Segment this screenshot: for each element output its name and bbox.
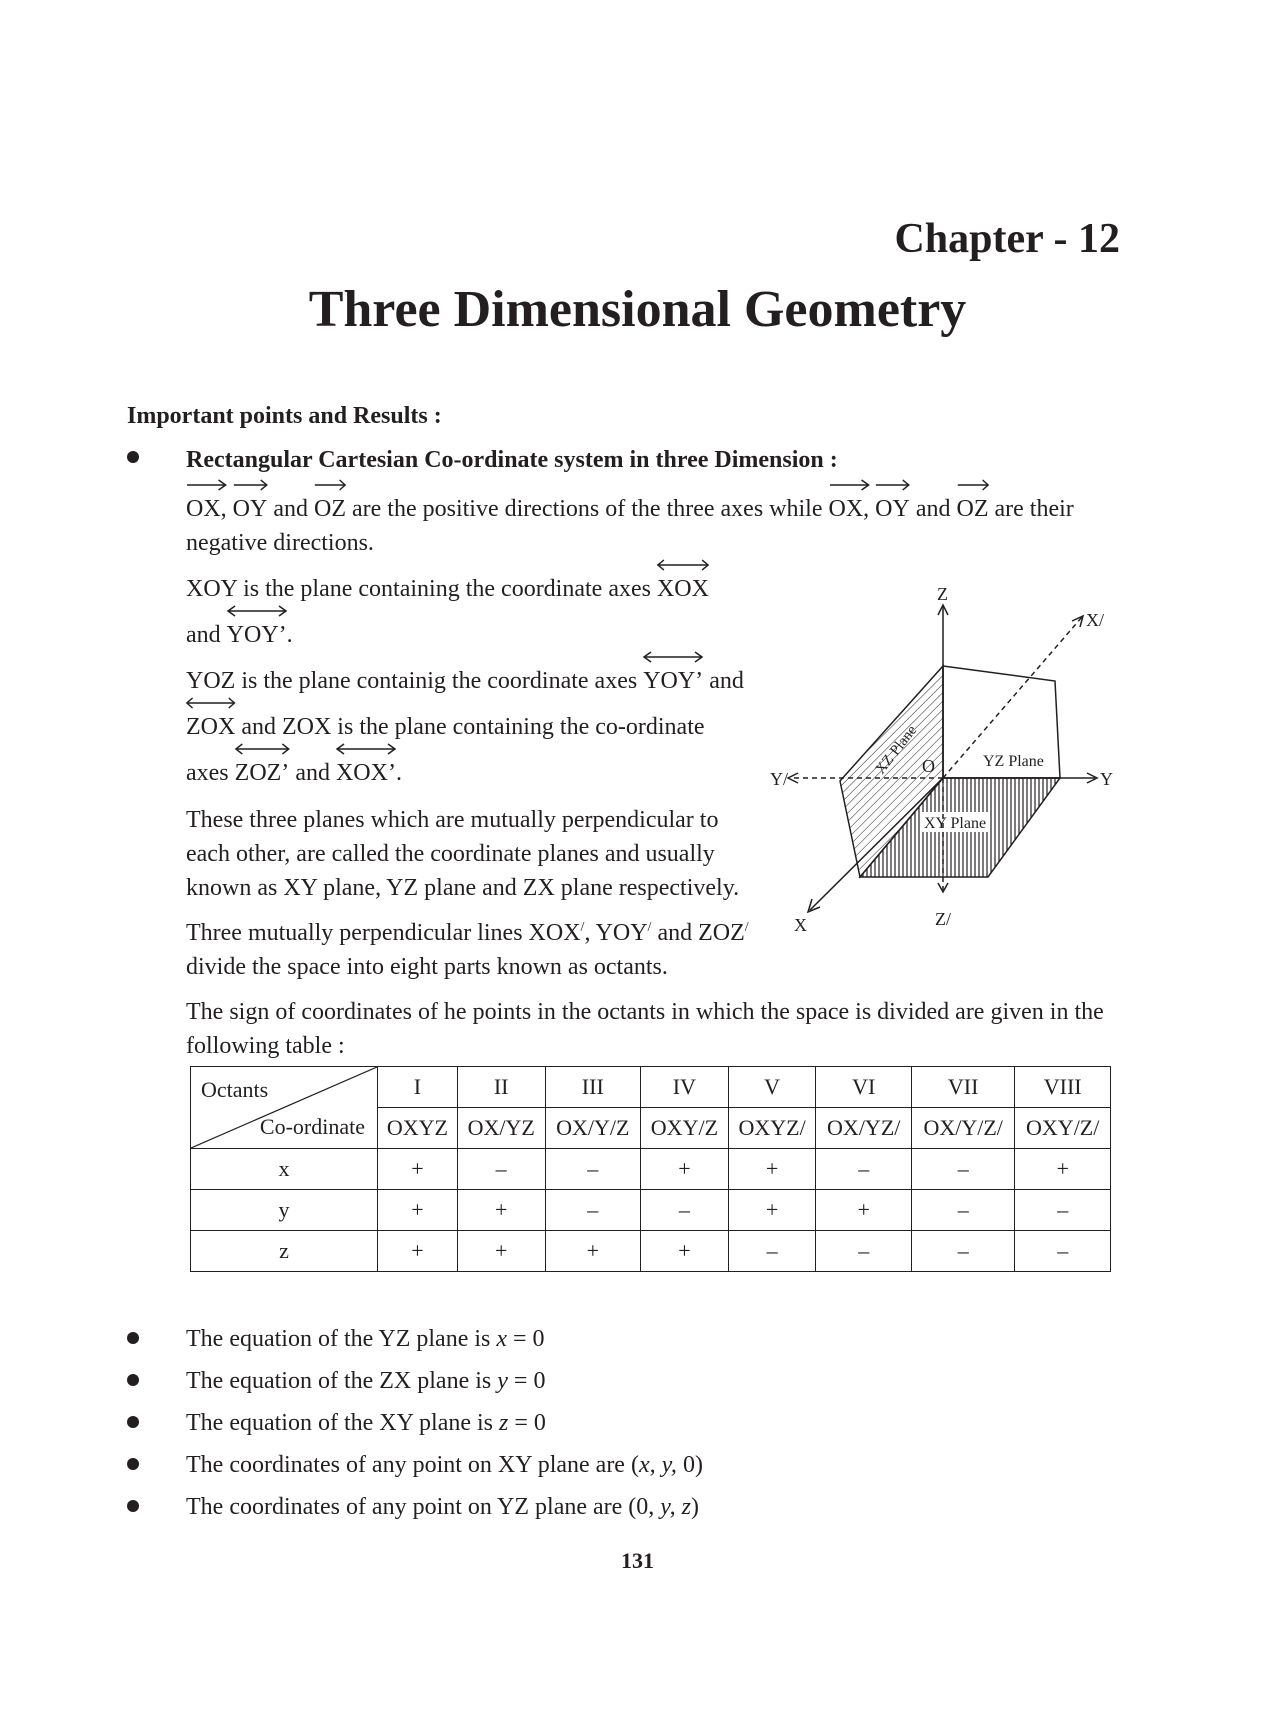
sign-cell: – xyxy=(816,1149,912,1190)
octants-line-1: Three mutually perpendicular lines XOX/, YOY/ and ZOZ/ xyxy=(186,920,749,946)
row-label: z xyxy=(191,1231,378,1272)
octant-header: V xyxy=(728,1067,816,1108)
label-y: Y xyxy=(1100,769,1113,789)
list-item: The coordinates of any point on XY plane are (x, y, 0) xyxy=(186,1452,703,1478)
table-row xyxy=(191,1231,1111,1272)
label-z: Z xyxy=(937,585,948,604)
row-label: x xyxy=(191,1149,378,1190)
coord-header: OX/YZ xyxy=(457,1108,545,1149)
yoz-plane-line-2: ZOX and ZOX is the plane containing the co-ordinate xyxy=(186,710,705,744)
sign-cell: + xyxy=(641,1231,729,1272)
sign-cell: – xyxy=(1015,1190,1111,1231)
octants-line-2: divide the space into eight parts known as octants. xyxy=(186,954,668,980)
sign-cell: + xyxy=(378,1231,458,1272)
chapter-label: Chapter - 12 xyxy=(894,216,1120,262)
coord-header: OX/YZ/ xyxy=(816,1108,912,1149)
sign-table-intro-1: The sign of coordinates of he points in the octants in which the space is divided are given in the xyxy=(186,999,1104,1025)
label-yz-plane: YZ Plane xyxy=(983,753,1044,770)
planes-line-3: known as XY plane, YZ plane and ZX plane respectively. xyxy=(186,875,740,901)
label-y-prime: Y/ xyxy=(770,769,788,789)
yoz-plane-line-3: axes ZOZ’ and XOX’. xyxy=(186,756,402,790)
bullet-marker xyxy=(127,1374,139,1386)
label-x: X xyxy=(794,915,807,935)
sign-cell: + xyxy=(641,1149,729,1190)
bullet-marker xyxy=(127,1416,139,1428)
line-zox: ZOX xyxy=(186,710,235,744)
bullet-marker xyxy=(127,1458,139,1470)
sign-table-intro-2: following table : xyxy=(186,1033,345,1059)
label-xy-plane: XY Plane xyxy=(924,815,987,832)
sign-cell: + xyxy=(816,1190,912,1231)
sign-cell: – xyxy=(457,1149,545,1190)
sign-cell: – xyxy=(545,1190,641,1231)
vector-ox-negative: OX, xyxy=(829,492,870,526)
line-yoy-2: YOY’ xyxy=(643,664,703,698)
axes-directions-line-2: negative directions. xyxy=(186,530,374,556)
list-item: The coordinates of any point on YZ plane are (0, y, z) xyxy=(186,1494,699,1520)
bullet-marker xyxy=(127,1332,139,1344)
octant-header: III xyxy=(545,1067,641,1108)
sign-cell: + xyxy=(545,1231,641,1272)
coord-header: OXY/Z xyxy=(641,1108,729,1149)
sign-cell: + xyxy=(1015,1149,1111,1190)
bullet-marker xyxy=(127,1500,139,1512)
coordinate-planes-diagram xyxy=(770,585,1130,945)
vector-oy-negative: OY xyxy=(875,492,910,526)
label-z-prime: Z/ xyxy=(935,909,951,929)
label-x-prime: X/ xyxy=(1086,610,1104,630)
xoy-plane-line-1: XOY is the plane containing the coordinate axes XOX xyxy=(186,572,709,606)
bullet-marker xyxy=(127,451,139,463)
coord-header: OX/Y/Z/ xyxy=(911,1108,1014,1149)
sign-cell: + xyxy=(378,1190,458,1231)
list-item: The equation of the XY plane is z = 0 xyxy=(186,1410,546,1436)
octant-header: IV xyxy=(641,1067,729,1108)
vector-oz-negative: OZ xyxy=(957,492,989,526)
page-title: Three Dimensional Geometry xyxy=(308,281,967,338)
row-label: y xyxy=(191,1190,378,1231)
table-row xyxy=(191,1149,1111,1190)
yoz-plane-line-1: YOZ is the plane containig the coordinate axes YOY’ and xyxy=(186,664,744,698)
sign-cell: – xyxy=(911,1149,1014,1190)
sign-cell: + xyxy=(378,1149,458,1190)
coord-header: OXYZ xyxy=(378,1108,458,1149)
coord-header: OXY/Z/ xyxy=(1015,1108,1111,1149)
axes-directions-line: OX, OY and OZ are the positive directions of the three axes while OX, OY and OZ are their xyxy=(186,492,1074,526)
vector-oz: OZ xyxy=(314,492,346,526)
sign-cell: + xyxy=(728,1190,816,1231)
octant-sign-table xyxy=(190,1066,1111,1272)
sign-cell: – xyxy=(728,1231,816,1272)
octant-header: VI xyxy=(816,1067,912,1108)
list-item: The equation of the ZX plane is y = 0 xyxy=(186,1368,546,1394)
sign-cell: – xyxy=(545,1149,641,1190)
octant-header: I xyxy=(378,1067,458,1108)
section-heading: Important points and Results : xyxy=(127,403,442,429)
label-origin: O xyxy=(922,756,935,776)
bullet-title: Rectangular Cartesian Co-ordinate system in three Dimension : xyxy=(186,447,838,473)
table-row xyxy=(191,1190,1111,1231)
sign-cell: – xyxy=(1015,1231,1111,1272)
planes-line-1: These three planes which are mutually perpendicular to xyxy=(186,807,719,833)
corner-coordinate-label: Co-ordinate xyxy=(259,1114,365,1139)
table-header-row-octants xyxy=(191,1067,1111,1108)
list-item: The equation of the YZ plane is x = 0 xyxy=(186,1326,545,1352)
xoy-plane-line-2: and YOY’. xyxy=(186,618,293,652)
vector-ox: OX, xyxy=(186,492,227,526)
sign-cell: – xyxy=(641,1190,729,1231)
vector-oy: OY xyxy=(233,492,268,526)
coord-header: OXYZ/ xyxy=(728,1108,816,1149)
sign-cell: – xyxy=(816,1231,912,1272)
sign-cell: + xyxy=(457,1231,545,1272)
coord-header: OX/Y/Z xyxy=(545,1108,641,1149)
corner-octants-label: Octants xyxy=(201,1077,269,1102)
table-corner-cell xyxy=(191,1067,378,1149)
sign-cell: – xyxy=(911,1231,1014,1272)
planes-line-2: each other, are called the coordinate planes and usually xyxy=(186,841,715,867)
line-zoz: ZOZ’ xyxy=(235,756,290,790)
label-xz-plane: XZ Plane xyxy=(872,722,921,778)
sign-cell: + xyxy=(457,1190,545,1231)
octant-header: II xyxy=(457,1067,545,1108)
line-yoy: YOY’ xyxy=(227,618,287,652)
octant-header: VII xyxy=(911,1067,1014,1108)
octant-header: VIII xyxy=(1015,1067,1111,1108)
line-xox: XOX xyxy=(657,572,709,606)
page-number: 131 xyxy=(621,1548,654,1573)
sign-cell: – xyxy=(911,1190,1014,1231)
sign-cell: + xyxy=(728,1149,816,1190)
line-xox-2: XOX’ xyxy=(336,756,396,790)
